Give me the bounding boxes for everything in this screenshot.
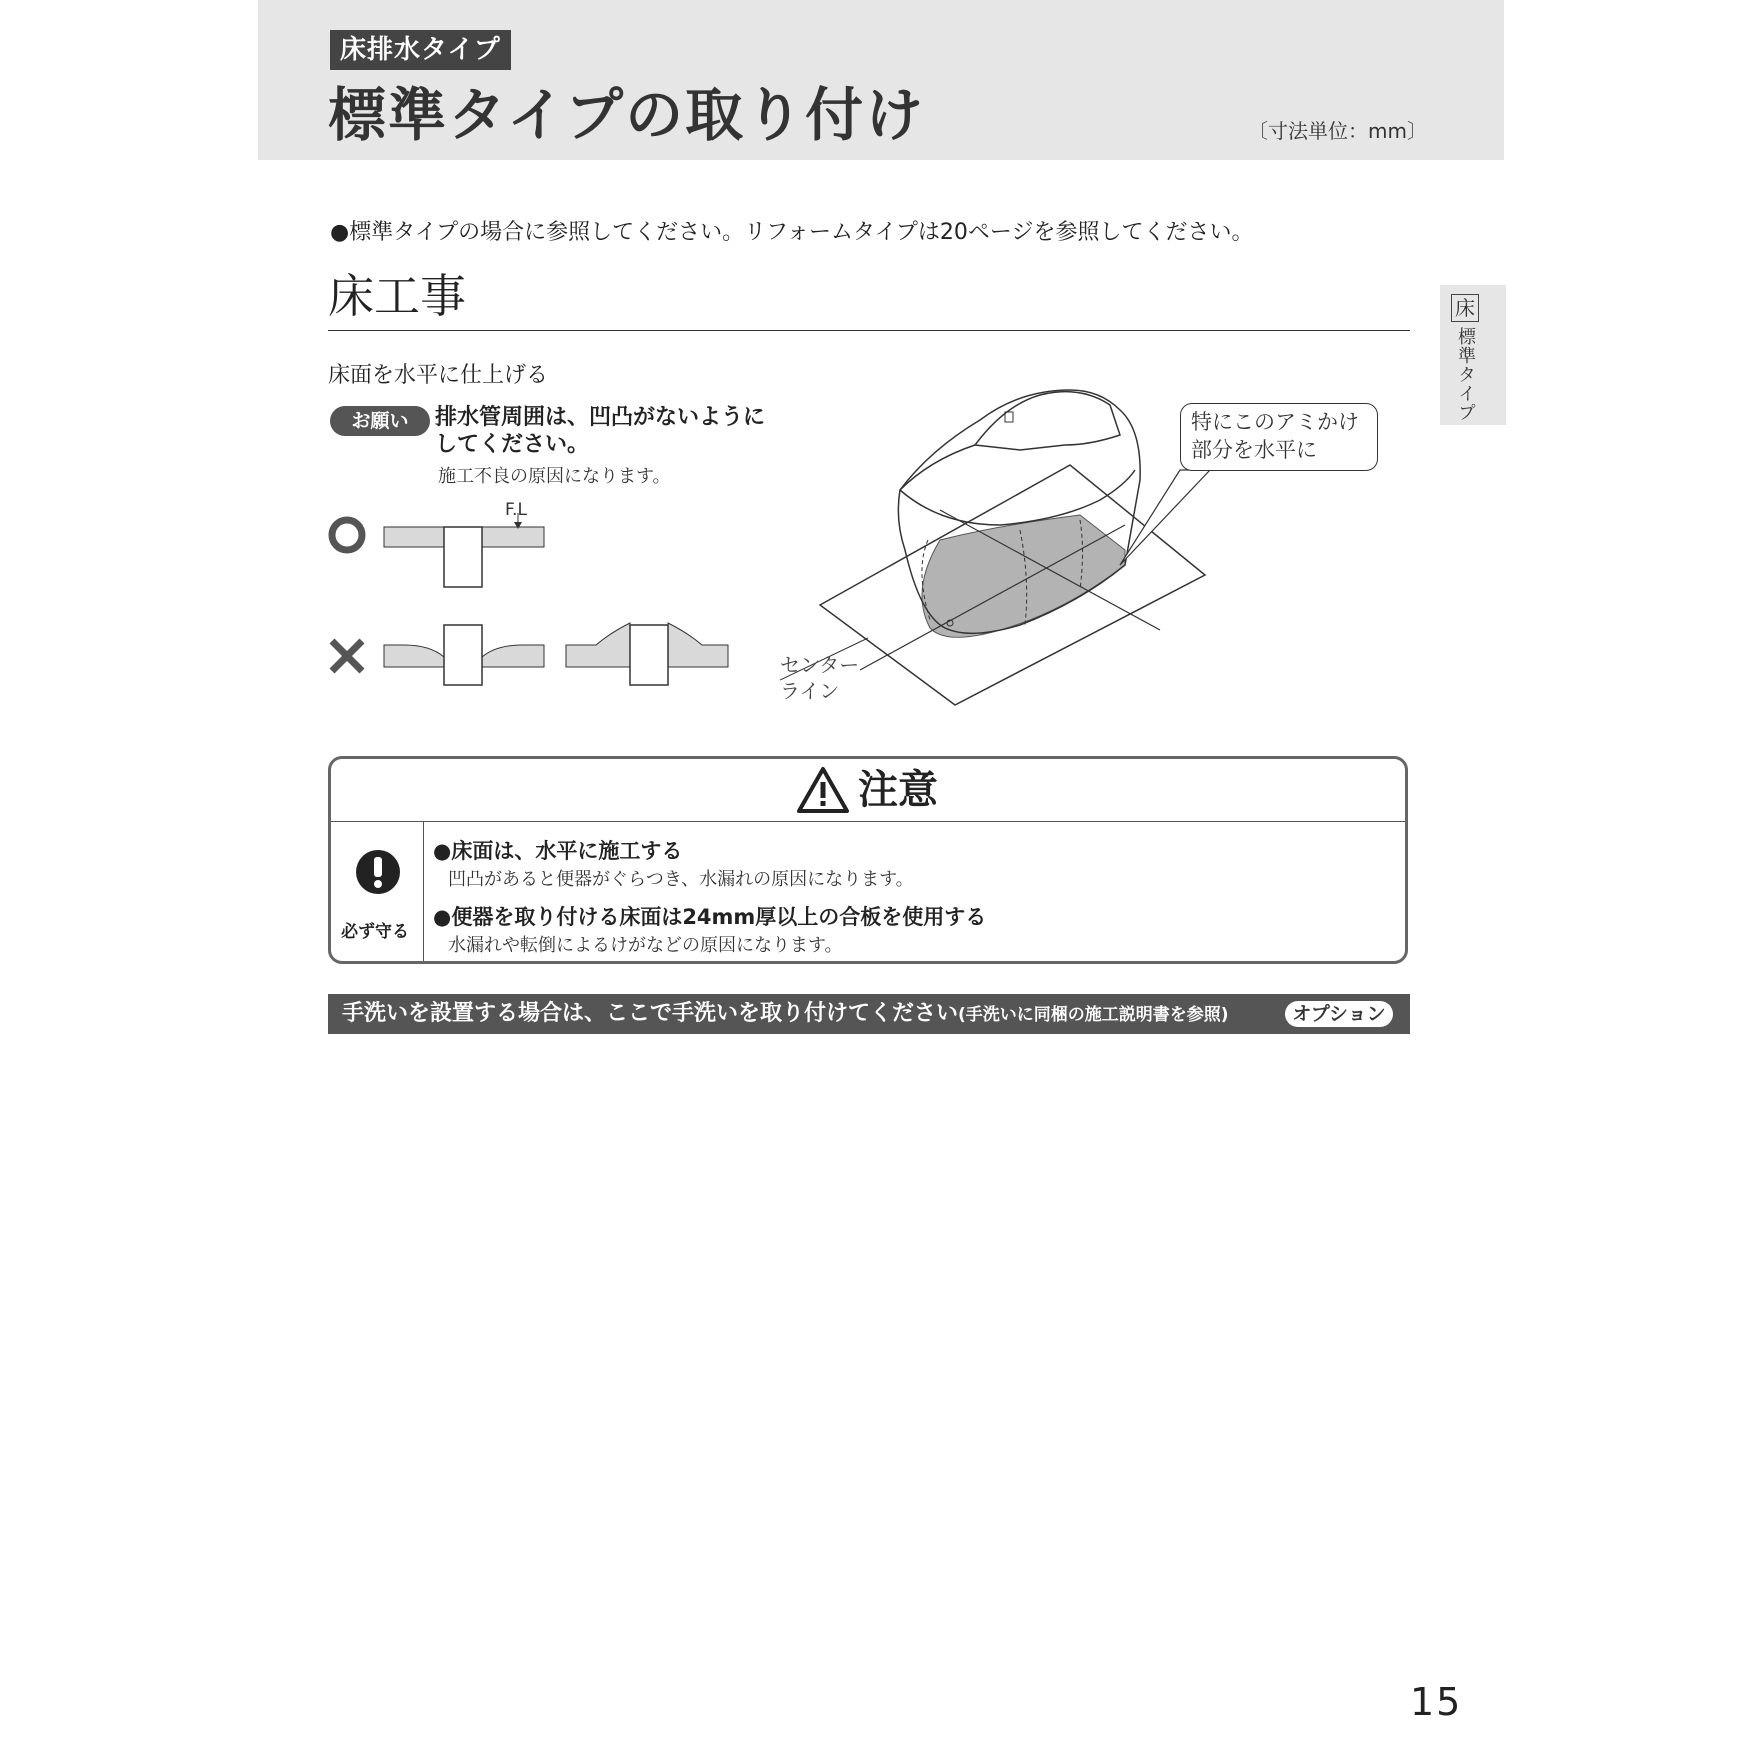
page-number: 15 [1410,1680,1463,1724]
caution-item-2: ●便器を取り付ける床面は24mm厚以上の合板を使用する [433,905,987,929]
callout-bubble [1180,403,1378,471]
caution-item-1: ●床面は、水平に施工する [433,839,683,863]
caution-left-cell [331,821,424,961]
section-title: 床工事 [328,269,466,323]
banner-text [342,994,1229,1035]
callout-line1: 特にこのアミかけ [1191,410,1359,434]
warning-triangle-icon [796,766,850,814]
intro-text: ●標準タイプの場合に参照してください。リフォームタイプは20ページを参照してください。 [330,220,1254,245]
handwash-banner [328,994,1410,1034]
request-badge: お願い [330,406,430,436]
correct-example [332,513,544,587]
center-label-line2: ライン [780,679,840,703]
side-tab-label: 標準タイプ [1455,327,1476,422]
banner-small-text: (手洗いに同梱の施工説明書を参照) [958,1005,1229,1025]
callout-line2: 部分を水平に [1191,438,1317,462]
caution-box [328,756,1408,964]
unit-note: 〔寸法単位：mm〕 [1248,119,1427,143]
correct-mark-icon [332,520,362,550]
request-text: 排水管周囲は、凹凸がないようにしてください。 [435,405,766,457]
banner-main-text: 手洗いを設置する場合は、ここで手洗いを取り付けてください [342,1001,959,1026]
exclamation-icon [355,849,401,895]
center-line-label [780,652,859,704]
option-badge: オプション [1285,1001,1393,1027]
side-tab-box: 床 [1451,294,1479,322]
fl-label: F.L [505,500,527,520]
caution-item-2-sub: 水漏れや転倒によるけがなどの原因になります。 [448,935,843,956]
caution-item-1-sub: 凹凸があると便器がぐらつき、水漏れの原因になります。 [448,869,914,890]
page-title: 標準タイプの取り付け [328,81,926,149]
side-tab [1440,285,1506,425]
floor-heading: 床面を水平に仕上げる [328,363,549,388]
incorrect-mark-icon [332,641,362,671]
incorrect-example [332,623,728,685]
request-subtext: 施工不良の原因になります。 [438,466,671,487]
type-label: 床排水タイプ [330,30,511,70]
caution-title-text: 注意 [858,767,938,813]
floor-diagrams [320,505,740,695]
section-divider [328,330,1410,331]
center-label-line1: センター [780,653,860,677]
caution-header [331,759,1405,822]
caution-title [796,765,938,815]
must-follow-label: 必ず守る [341,922,409,942]
